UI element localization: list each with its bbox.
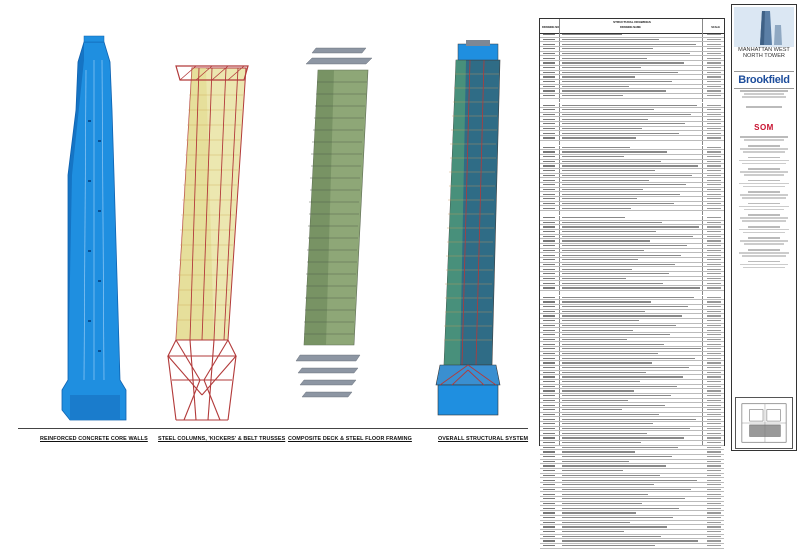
consultant-owner xyxy=(734,89,794,99)
overall-base xyxy=(436,365,500,415)
col-scale: SCALE xyxy=(711,26,720,29)
floor-deck-tower xyxy=(296,48,372,397)
index-row xyxy=(540,544,724,549)
col-drawing-name: DRAWING NAME xyxy=(620,26,641,29)
caption-columns: STEEL COLUMNS, 'KICKERS' & BELT TRUSSES xyxy=(158,436,286,442)
steel-frame-tower xyxy=(168,66,248,420)
title-block xyxy=(731,4,797,451)
som-logo: SOM xyxy=(754,123,774,132)
consultant-list xyxy=(734,135,794,270)
project-name: MANHATTAN WEST NORTH TOWER xyxy=(738,47,790,59)
key-plan xyxy=(735,397,793,449)
drawing-index-title: STRUCTURAL DRAWINGS xyxy=(613,20,651,24)
drawing-index-header xyxy=(540,19,724,34)
consultant-architect-label xyxy=(734,105,794,109)
col-drawing-no: DRAWING NO. xyxy=(542,26,560,29)
caption-rule xyxy=(18,428,528,429)
caption-deck: COMPOSITE DECK & STEEL FLOOR FRAMING xyxy=(288,436,412,442)
overall-system-tower xyxy=(436,40,500,415)
concrete-core-tower xyxy=(62,36,126,420)
project-rendering xyxy=(734,7,794,47)
brookfield-logo: Brookfield xyxy=(734,71,794,89)
caption-overall: OVERALL STRUCTURAL SYSTEM xyxy=(438,436,529,442)
drawing-index-rows xyxy=(540,33,724,445)
caption-core: REINFORCED CONCRETE CORE WALLS xyxy=(40,436,148,442)
drawing-index xyxy=(539,18,725,446)
